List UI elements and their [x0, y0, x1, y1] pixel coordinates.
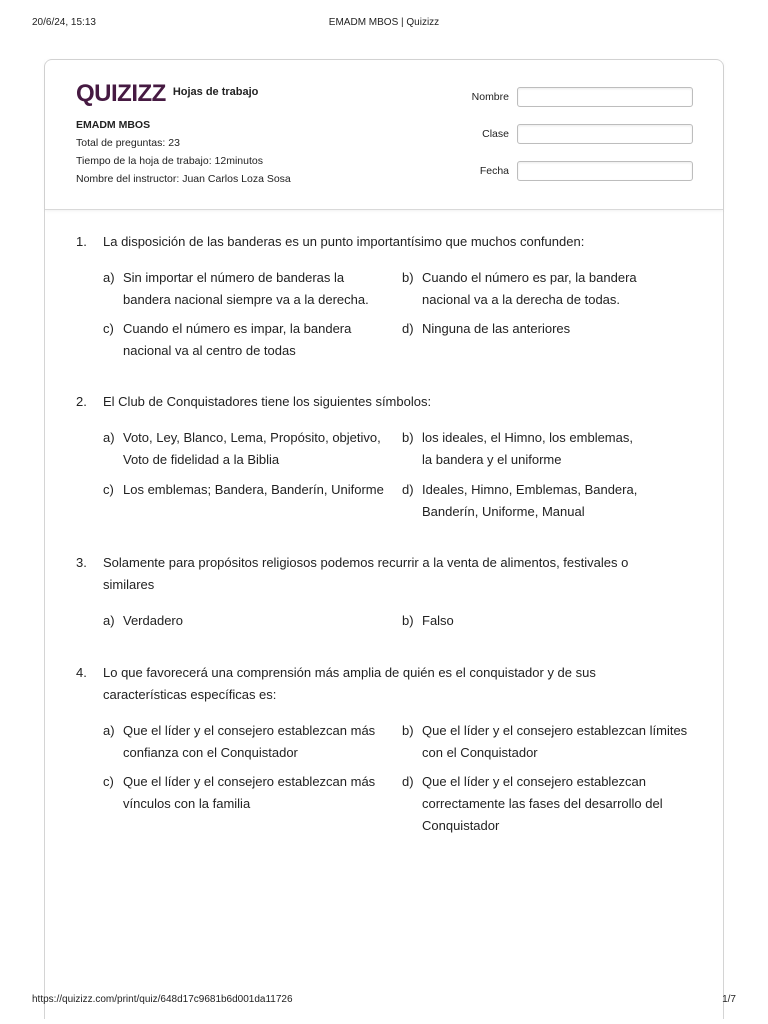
option-label: d) [402, 774, 414, 789]
total-questions: Total de preguntas: 23 [76, 137, 180, 149]
question-text [103, 391, 663, 413]
option-line: nacional va al centro de todas [123, 343, 296, 358]
question-number: 3. [76, 555, 87, 570]
name-field[interactable] [517, 87, 693, 107]
option-text [123, 267, 369, 311]
option-line: Que el líder y el consejero establezcan [422, 774, 647, 789]
name-label: Nombre [471, 91, 509, 103]
option-line: correctamente las fases del desarrollo del [422, 796, 663, 811]
question-line: Solamente para propósitos religiosos podemos recurrir a la venta de alimentos, festivales o [103, 555, 629, 570]
option-label: b) [402, 723, 414, 738]
option-line: nacional va a la derecha de todas. [422, 292, 621, 307]
print-footer [32, 994, 736, 1008]
question-line: La disposición de las banderas es un punto importantísimo que muchos confunden: [103, 234, 585, 249]
print-url[interactable]: https://quizizz.com/print/quiz/648d17c9681b6d001da11726 [32, 994, 293, 1005]
question-line: características específicas es: [103, 687, 277, 702]
option-text [422, 610, 454, 632]
option-line: Ninguna de las anteriores [422, 321, 571, 336]
print-datetime: 20/6/24, 15:13 [32, 17, 96, 28]
option-line: Banderín, Uniforme, Manual [422, 504, 585, 519]
option-line: vínculos con la familia [123, 796, 251, 811]
option-line: Conquistador [422, 818, 500, 833]
option-label: c) [103, 774, 114, 789]
option-text [123, 720, 375, 764]
option-text [422, 427, 633, 471]
option-label: a) [103, 270, 115, 285]
logo-row [76, 80, 258, 108]
question-number: 2. [76, 394, 87, 409]
page-number: 1/7 [722, 994, 736, 1005]
option-text [123, 318, 351, 362]
class-field[interactable] [517, 124, 693, 144]
question-line: El Club de Conquistadores tiene los siguientes símbolos: [103, 394, 432, 409]
option-label: a) [103, 723, 115, 738]
option-line: Que el líder y el consejero establezcan límites [422, 723, 688, 738]
question-line: Lo que favorecerá una comprensión más amplia de quién es el conquistador y de sus [103, 665, 596, 680]
worksheet-time: Tiempo de la hoja de trabajo: 12minutos [76, 155, 263, 167]
date-label: Fecha [479, 165, 509, 177]
quizizz-logo: QUIZIZZ [76, 80, 166, 107]
option-line: Falso [422, 613, 454, 628]
option-label: a) [103, 430, 115, 445]
option-label: b) [402, 430, 414, 445]
option-line: Que el líder y el consejero establezcan más [123, 774, 376, 789]
question-line: similares [103, 577, 155, 592]
option-line: Que el líder y el consejero establezcan más [123, 723, 376, 738]
option-line: Cuando el número es par, la bandera [422, 270, 637, 285]
option-label: d) [402, 482, 414, 497]
option-line: Verdadero [123, 613, 183, 628]
option-label: c) [103, 321, 114, 336]
option-text [422, 318, 570, 340]
option-text [422, 267, 637, 311]
worksheet-label: Hojas de trabajo [172, 86, 259, 98]
question-number: 4. [76, 665, 87, 680]
option-line: Sin importar el número de banderas la [123, 270, 345, 285]
option-line: Los emblemas; Bandera, Banderín, Uniforme [123, 482, 384, 497]
worksheet-header [45, 60, 723, 210]
option-line: Voto de fidelidad a la Biblia [123, 452, 280, 467]
option-text [123, 610, 183, 632]
option-line: la bandera y el uniforme [422, 452, 562, 467]
instructor-name: Nombre del instructor: Juan Carlos Loza Sosa [76, 173, 291, 185]
option-text [422, 479, 637, 523]
class-label: Clase [482, 128, 509, 140]
date-field[interactable] [517, 161, 693, 181]
quiz-name: EMADM MBOS [76, 119, 151, 131]
option-label: c) [103, 482, 114, 497]
option-line: Voto, Ley, Blanco, Lema, Propósito, objetivo, [123, 430, 381, 445]
option-line: Cuando el número es impar, la bandera [123, 321, 352, 336]
option-line: Ideales, Himno, Emblemas, Bandera, [422, 482, 638, 497]
option-label: a) [103, 613, 115, 628]
option-text [123, 771, 375, 815]
question-text [103, 662, 663, 706]
option-line: bandera nacional siempre va a la derecha. [123, 292, 369, 307]
print-title: EMADM MBOS | Quizizz [328, 17, 440, 28]
worksheet [44, 59, 724, 1019]
question-text [103, 552, 663, 596]
option-line: los ideales, el Himno, los emblemas, [422, 430, 633, 445]
print-header [32, 17, 736, 31]
option-label: b) [402, 270, 414, 285]
option-label: b) [402, 613, 414, 628]
option-line: confianza con el Conquistador [123, 745, 298, 760]
option-text [422, 720, 687, 764]
question-text [103, 231, 663, 253]
option-label: d) [402, 321, 414, 336]
option-text [123, 479, 384, 501]
option-text [123, 427, 381, 471]
option-line: con el Conquistador [422, 745, 538, 760]
question-number: 1. [76, 234, 87, 249]
option-text [422, 771, 663, 837]
